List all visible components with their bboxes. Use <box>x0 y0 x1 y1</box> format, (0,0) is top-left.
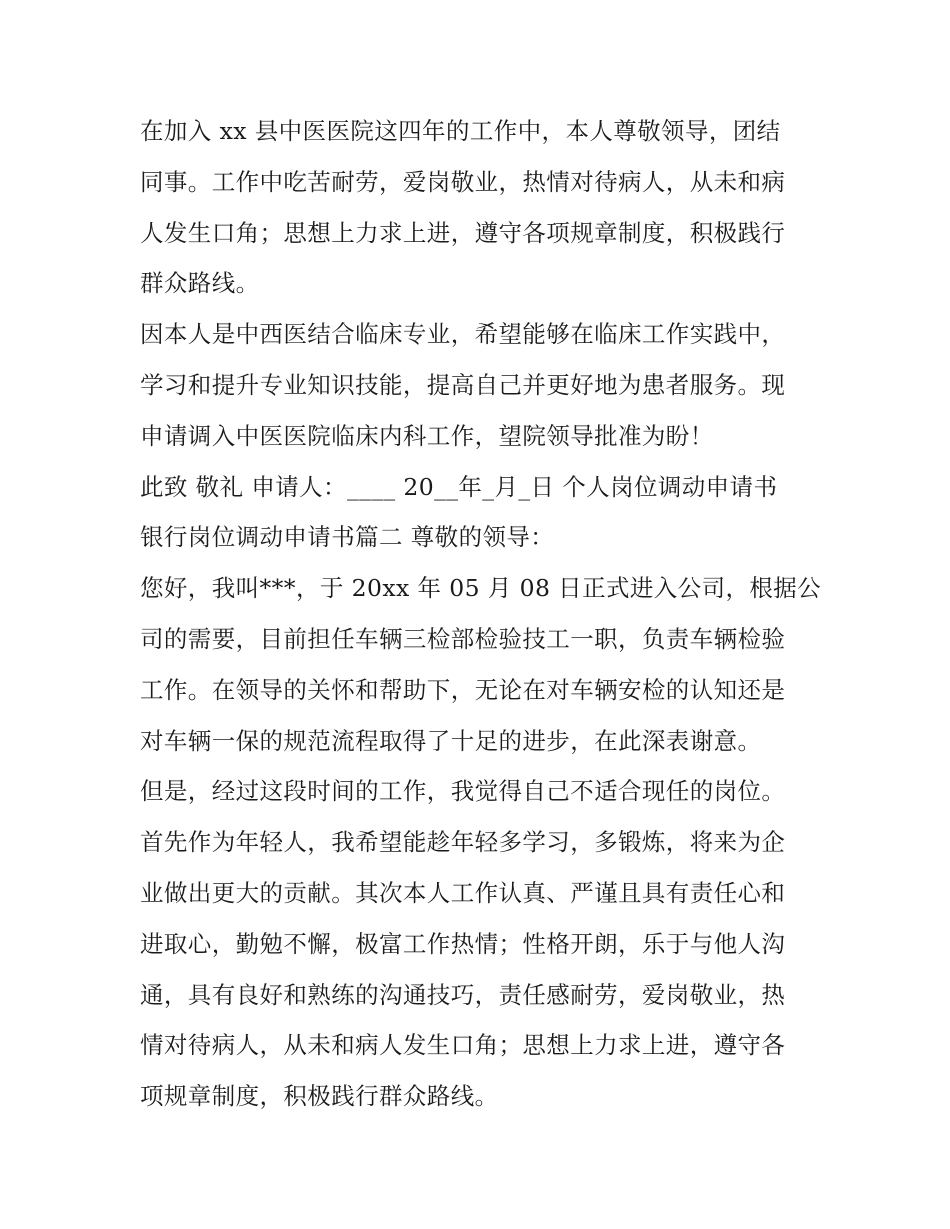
text-line-15: 首先作为年轻人，我希望能趁年轻多学习，多锻炼，将来为企 <box>140 828 786 857</box>
text-line-16: 业做出更大的贡献。其次本人工作认真、严谨且具有责任心和 <box>140 878 786 907</box>
text-line-9: 银行岗位调动申请书篇二 尊敬的领导： <box>140 523 555 552</box>
text-line-14: 但是，经过这段时间的工作，我觉得自己不适合现任的岗位。 <box>140 777 786 806</box>
text-line-13: 对车辆一保的规范流程取得了十足的进步，在此深表谢意。 <box>140 726 762 755</box>
text-line-6: 学习和提升专业知识技能，提高自己并更好地为患者服务。现 <box>140 370 786 399</box>
text-line-20: 项规章制度，积极践行群众路线。 <box>140 1082 499 1111</box>
text-line-3: 人发生口角；思想上力求上进，遵守各项规章制度，积极践行 <box>140 218 786 247</box>
text-line-11: 司的需要，目前担任车辆三检部检验技工一职，负责车辆检验 <box>140 624 786 653</box>
text-line-17: 进取心，勤勉不懈，极富工作热情；性格开朗，乐于与他人沟 <box>140 929 786 958</box>
text-line-12: 工作。在领导的关怀和帮助下，无论在对车辆安检的认知还是 <box>140 675 786 704</box>
text-line-7: 申请调入中医医院临床内科工作，望院领导批准为盼！ <box>140 421 714 450</box>
text-line-4: 群众路线。 <box>140 269 260 298</box>
text-line-10: 您好，我叫***，于 20xx 年 05 月 08 日正式进入公司，根据公 <box>140 574 822 603</box>
text-line-5: 因本人是中西医结合临床专业，希望能够在临床工作实践中， <box>140 320 786 349</box>
text-line-18: 通，具有良好和熟练的沟通技巧，责任感耐劳，爱岗敬业，热 <box>140 980 786 1009</box>
text-line-19: 情对待病人，从未和病人发生口角；思想上力求上进，遵守各 <box>140 1031 786 1060</box>
text-line-1: 在加入 xx 县中医医院这四年的工作中，本人尊敬领导，团结 <box>140 117 781 145</box>
document-body <box>140 106 820 1122</box>
text-line-2: 同事。工作中吃苦耐劳，爱岗敬业，热情对待病人，从未和病 <box>140 167 786 196</box>
text-line-8: 此致 敬礼 申请人：____ 20__年_月_日 个人岗位调动申请书 <box>140 472 778 501</box>
